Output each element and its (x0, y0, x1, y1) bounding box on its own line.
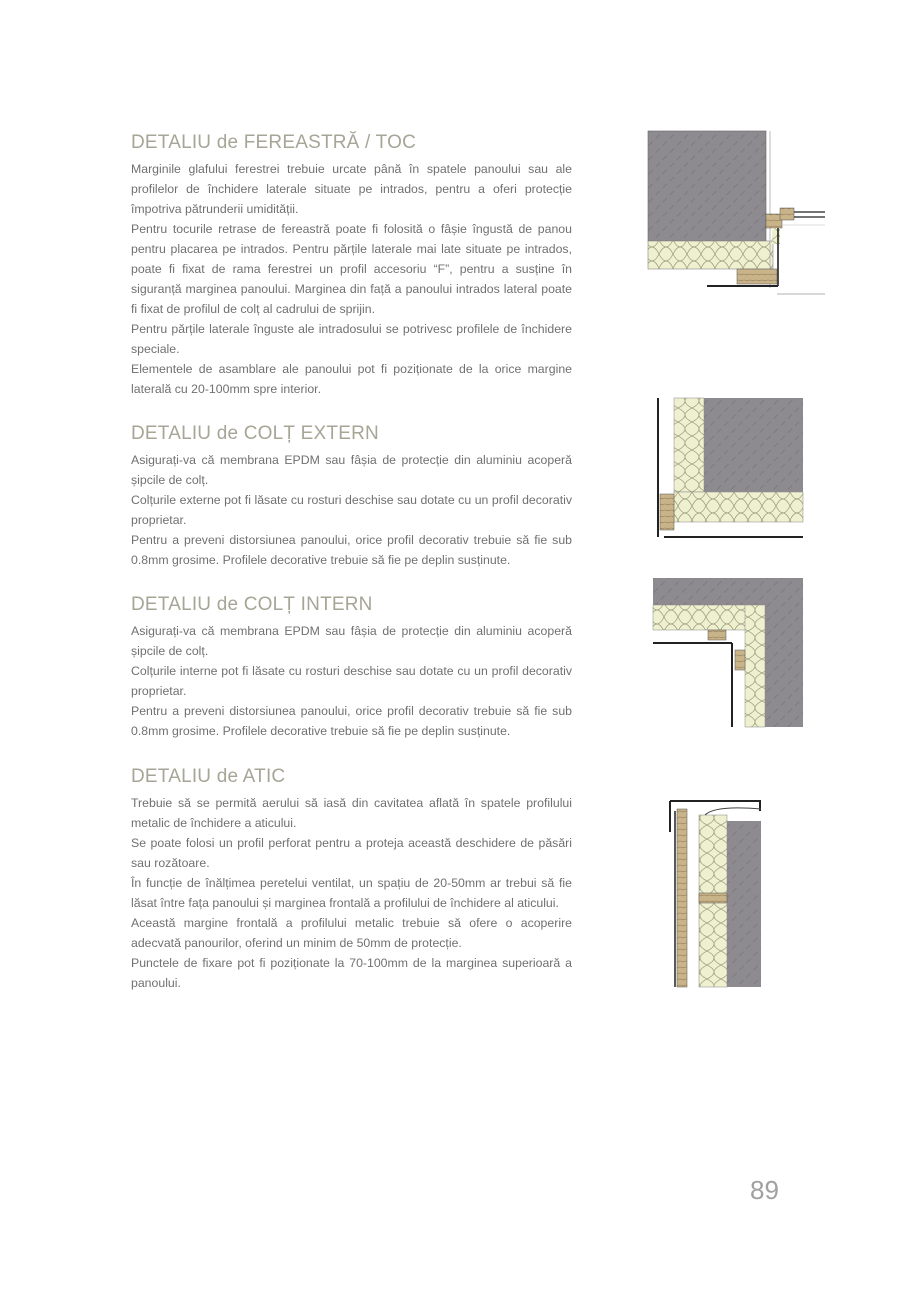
parapet-drawing (665, 797, 765, 992)
paragraph: Colțurile interne pot fi lăsate cu rosturi deschise sau dotate cu un profil decorativ proprietar. (131, 664, 572, 698)
paragraph: Trebuie să se permită aerului să iasă din cavitatea aflată în spatele profilului metalic de închidere a aticului. (131, 796, 572, 830)
section-title: DETALIU de COLȚ INTERN (131, 594, 373, 615)
paragraph: Marginile glafului ferestrei trebuie urcate până în spatele panoului sau ale profilelor de închidere laterale situate pe intrados, pentru a oferi protecție împotriva pătrunderii umidității. (131, 162, 572, 216)
paragraph: În funcție de înălțimea peretelui ventilat, un spațiu de 20-50mm ar trebui să fie lăsat între fața panoului și marginea frontală a profilului de închidere al aticului. (131, 876, 572, 910)
section-external-corner (131, 422, 572, 570)
paragraph: Colțurile externe pot fi lăsate cu rosturi deschise sau dotate cu un profil decorativ proprietar. (131, 493, 572, 527)
section-title: DETALIU de ATIC (131, 766, 286, 787)
paragraph: Pentru tocurile retrase de fereastră poate fi folosită o fâșie îngustă de panou pentru placarea pe intrados. Pentru părțile laterale mai late situate pe intrados, poate fi fixat de rama ferestrei un profil accesoriu “F”, pentru a susține în siguranță marginea panoului. Marginea din față a panoului intrados lateral poate fi fixat de profilul de colț al cadrului de sprijin. (131, 222, 572, 316)
section-window-detail (131, 131, 572, 399)
paragraph: Pentru părțile laterale înguste ale intradosului se potrivesc profilele de închidere speciale. (131, 322, 572, 356)
window-detail-drawing (645, 128, 827, 298)
section-title: DETALIU de COLȚ EXTERN (131, 423, 379, 444)
paragraph: Punctele de fixare pot fi poziționate la 70-100mm de la marginea superioară a panoului. (131, 956, 572, 990)
section-parapet (131, 765, 572, 993)
paragraph: Pentru a preveni distorsiunea panoului, orice profil decorativ trebuie să fie sub 0.8mm grosime. Profilele decorative trebuie să fie pe deplin susținute. (131, 533, 572, 567)
paragraph: Asigurați-va că membrana EPDM sau fâșia de protecție din aluminiu acoperă șipcile de colț. (131, 453, 572, 487)
paragraph: Elementele de asamblare ale panoului pot fi poziționate de la orice margine laterală cu 20-100mm spre interior. (131, 362, 572, 396)
internal-corner-drawing (650, 575, 808, 730)
paragraph: Asigurați-va că membrana EPDM sau fâșia de protecție din aluminiu acoperă șipcile de colț. (131, 624, 572, 658)
section-title: DETALIU de FEREASTRĂ / TOC (131, 132, 416, 153)
paragraph: Această margine frontală a profilului metalic trebuie să ofere o acoperire adecvată panourilor, oferind un minim de 50mm de protecție. (131, 916, 572, 950)
section-internal-corner (131, 593, 572, 741)
paragraph: Se poate folosi un profil perforat pentru a proteja această deschidere de păsări sau rozătoare. (131, 836, 572, 870)
page-number: 89 (750, 1175, 779, 1205)
external-corner-drawing (650, 394, 808, 544)
paragraph: Pentru a preveni distorsiunea panoului, orice profil decorativ trebuie să fie sub 0.8mm grosime. Profilele decorative trebuie să fie pe deplin susținute. (131, 704, 572, 738)
